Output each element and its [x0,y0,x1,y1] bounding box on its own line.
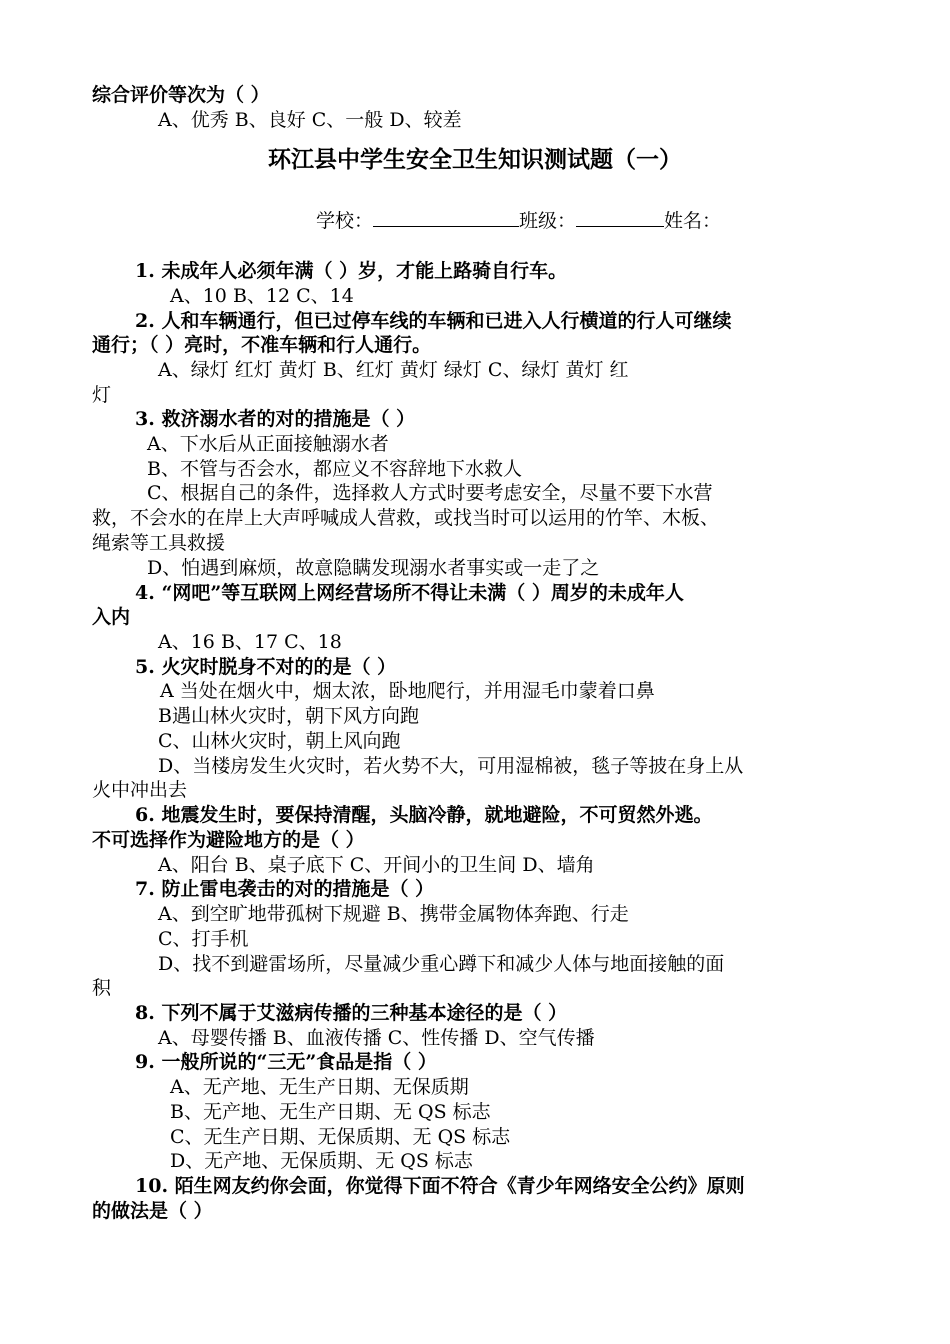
school-blank[interactable] [373,208,519,227]
student-info-line [316,208,721,233]
option-3c-cont: 救，不会水的在岸上大声呼喊成人营救，或找当时可以运用的竹竿、木板、 [92,507,720,529]
option-7d: D、找不到避雷场所，尽量减少重心蹲下和减少人体与地面接触的面 [158,953,725,975]
question-1: 1. 未成年人必须年满（ ）岁，才能上路骑自行车。 [135,260,568,282]
question-8: 8. 下列不属于艾滋病传播的三种基本途径的是（ ） [135,1002,568,1024]
options-2-cont: 灯 [92,384,112,406]
question-10-cont: 的做法是（ ） [92,1200,213,1222]
option-5c: C、山林火灾时，朝上风向跑 [158,730,401,752]
page-title: 环江县中学生安全卫生知识测试题（一） [268,146,682,173]
option-5b: B遇山林火灾时，朝下风方向跑 [158,705,419,727]
question-6-cont: 不可选择作为避险地方的是（ ） [92,829,365,851]
option-9b: B、无产地、无生产日期、无 QS 标志 [170,1101,491,1123]
option-3a: A、下水后从正面接触溺水者 [147,433,389,455]
question-4-cont: 入内 [92,606,131,628]
option-9c: C、无生产日期、无保质期、无 QS 标志 [170,1126,511,1148]
options-4: A、16 B、17 C、18 [158,631,342,653]
text-line: A、优秀 B、良好 C、一般 D、较差 [158,109,462,131]
option-3c-cont2: 绳索等工具救援 [92,532,226,554]
question-10: 10. 陌生网友约你会面，你觉得下面不符合《青少年网络安全公约》原则 [135,1175,745,1197]
options-7ab: A、到空旷地带孤树下规避 B、携带金属物体奔跑、行走 [158,903,629,925]
option-3c: C、根据自己的条件，选择救人方式时要考虑安全，尽量不要下水营 [147,482,713,504]
question-6: 6. 地震发生时，要保持清醒，头脑冷静，就地避险，不可贸然外逃。 [135,804,713,826]
question-4: 4. “网吧”等互联网上网经营场所不得让未满（ ）周岁的未成年人 [135,582,684,604]
name-label: 姓名： [664,210,722,232]
option-7c: C、打手机 [158,928,249,950]
question-2-cont: 通行；（ ）亮时，不准车辆和行人通行。 [92,334,432,356]
question-3: 3. 救济溺水者的对的措施是（ ） [135,408,416,430]
class-label: 班级： [519,210,577,232]
option-9a: A、无产地、无生产日期、无保质期 [170,1076,469,1098]
option-5d: D、当楼房发生火灾时，若火势不大，可用湿棉被，毯子等披在身上从 [158,755,744,777]
question-7: 7. 防止雷电袭击的对的措施是（ ） [135,878,435,900]
options-6: A、阳台 B、桌子底下 C、开间小的卫生间 D、墙角 [158,854,595,876]
school-label: 学校： [316,210,374,232]
question-5: 5. 火灾时脱身不对的的是（ ） [135,656,397,678]
options-2: A、绿灯 红灯 黄灯 B、红灯 黄灯 绿灯 C、绿灯 黄灯 红 [158,359,629,381]
option-7d-cont: 积 [92,977,112,999]
class-blank[interactable] [576,208,664,227]
option-3d: D、怕遇到麻烦，故意隐瞒发现溺水者事实或一走了之 [147,557,600,579]
question-2: 2. 人和车辆通行，但已过停车线的车辆和已进入人行横道的行人可继续 [135,310,732,332]
question-9: 9. 一般所说的“三无”食品是指（ ） [135,1051,437,1073]
option-3b: B、不管与否会水，都应义不容辞地下水救人 [147,458,522,480]
option-5d-cont: 火中冲出去 [92,779,188,801]
text-line: 综合评价等次为（ ） [92,84,270,106]
options-8: A、母婴传播 B、血液传播 C、性传播 D、空气传播 [158,1027,595,1049]
option-5a: A 当处在烟火中，烟太浓，卧地爬行，并用湿毛巾蒙着口鼻 [160,680,655,702]
option-9d: D、无产地、无保质期、无 QS 标志 [170,1150,473,1172]
options-1: A、10 B、12 C、14 [170,285,354,307]
